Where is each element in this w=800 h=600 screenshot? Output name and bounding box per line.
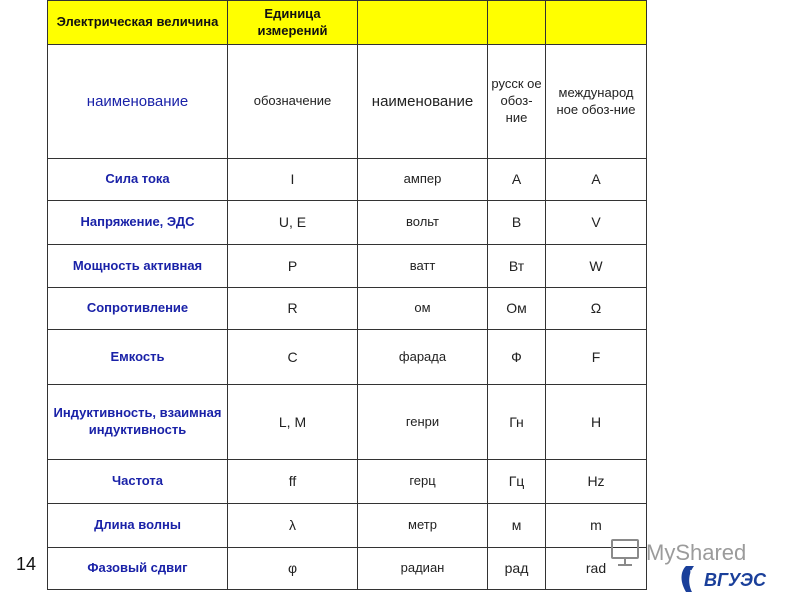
- unit-name: вольт: [358, 201, 488, 245]
- quantity-name: Сопротивление: [48, 288, 228, 330]
- quantity-name: Длина волны: [48, 504, 228, 548]
- header-blank-3: [358, 1, 488, 45]
- unit-name: ватт: [358, 245, 488, 288]
- unit-intl: H: [546, 385, 647, 460]
- subheader-symbol: обозначение: [228, 45, 358, 159]
- quantity-symbol: U, E: [228, 201, 358, 245]
- unit-intl: Hz: [546, 460, 647, 504]
- watermark-text: MyShared: [646, 540, 747, 565]
- unit-intl: m: [546, 504, 647, 548]
- unit-ru: В: [488, 201, 546, 245]
- unit-intl: Ω: [546, 288, 647, 330]
- header-unit: Единица измерений: [228, 1, 358, 45]
- quantity-name: Индуктивность, взаимная индуктивность: [48, 385, 228, 460]
- table-row: [48, 330, 647, 385]
- unit-ru: Гц: [488, 460, 546, 504]
- unit-ru: А: [488, 159, 546, 201]
- unit-ru: Ом: [488, 288, 546, 330]
- page-number: 14: [16, 554, 37, 574]
- unit-ru: рад: [488, 548, 546, 590]
- quantity-symbol: φ: [228, 548, 358, 590]
- unit-name: ампер: [358, 159, 488, 201]
- unit-ru: м: [488, 504, 546, 548]
- unit-name: метр: [358, 504, 488, 548]
- quantity-name: Частота: [48, 460, 228, 504]
- table-row: [48, 385, 647, 460]
- unit-name: фарада: [358, 330, 488, 385]
- quantity-symbol: C: [228, 330, 358, 385]
- presentation-screen-icon: [612, 540, 638, 565]
- quantity-name: Фазовый сдвиг: [48, 548, 228, 590]
- unit-ru: Гн: [488, 385, 546, 460]
- units-table: [47, 0, 647, 590]
- header-quantity: Электрическая величина: [48, 1, 228, 45]
- subheader-name: наименование: [48, 45, 228, 159]
- table-row: [48, 504, 647, 548]
- header-blank-5: [546, 1, 647, 45]
- unit-intl: V: [546, 201, 647, 245]
- quantity-symbol: L, M: [228, 385, 358, 460]
- subheader-intl-abbrev: международ ное обоз-ние: [546, 45, 647, 159]
- quantity-symbol: λ: [228, 504, 358, 548]
- table-row: [48, 201, 647, 245]
- quantity-symbol: R: [228, 288, 358, 330]
- quantity-symbol: P: [228, 245, 358, 288]
- quantity-symbol: I: [228, 159, 358, 201]
- unit-intl: F: [546, 330, 647, 385]
- subheader-unit-name: наименование: [358, 45, 488, 159]
- quantity-symbol: ff: [228, 460, 358, 504]
- unit-name: радиан: [358, 548, 488, 590]
- unit-name: генри: [358, 385, 488, 460]
- header-blank-4: [488, 1, 546, 45]
- table-row: [48, 159, 647, 201]
- unit-intl: rad: [546, 548, 647, 590]
- unit-intl: А: [546, 159, 647, 201]
- quantity-name: Напряжение, ЭДС: [48, 201, 228, 245]
- quantity-name: Емкость: [48, 330, 228, 385]
- unit-name: герц: [358, 460, 488, 504]
- university-emblem: [676, 562, 780, 596]
- header-row: [48, 1, 647, 45]
- unit-ru: Вт: [488, 245, 546, 288]
- subheader-row: [48, 45, 647, 159]
- emblem-figure-icon: [682, 566, 697, 592]
- subheader-russian-abbrev: русск ое обоз- ние: [488, 45, 546, 159]
- quantity-name: Мощность активная: [48, 245, 228, 288]
- table-row: [48, 460, 647, 504]
- table-row: [48, 548, 647, 590]
- table-row: [48, 288, 647, 330]
- quantity-name: Сила тока: [48, 159, 228, 201]
- emblem-text: ВГУЭС: [704, 570, 766, 590]
- unit-name: ом: [358, 288, 488, 330]
- table-row: [48, 245, 647, 288]
- unit-ru: Ф: [488, 330, 546, 385]
- unit-intl: W: [546, 245, 647, 288]
